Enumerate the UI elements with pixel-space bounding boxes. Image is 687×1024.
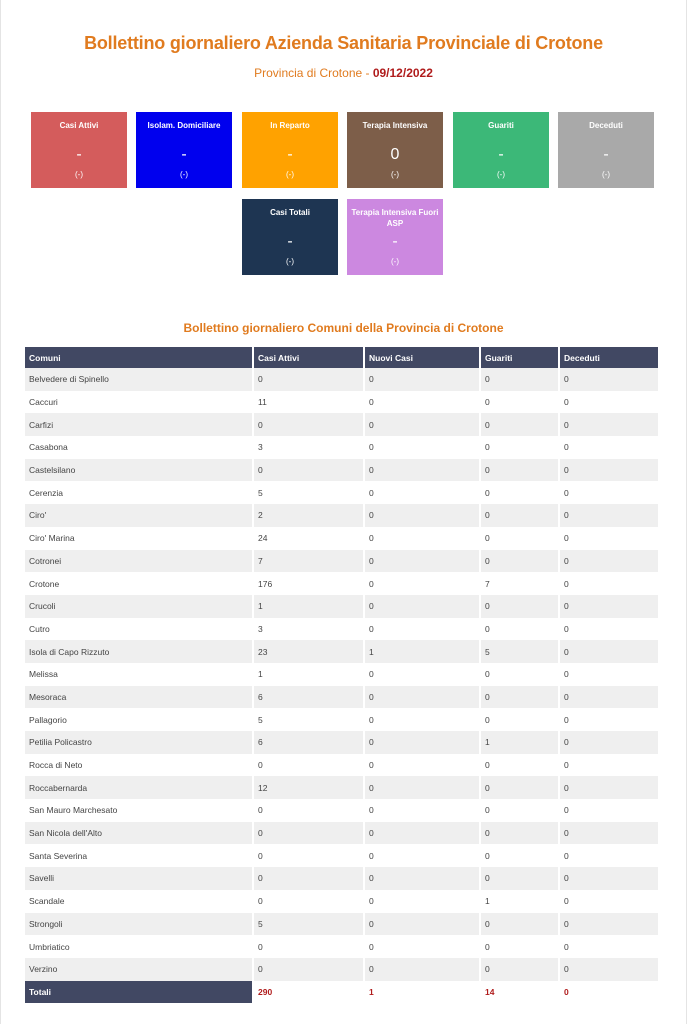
table-row xyxy=(25,436,658,459)
cell-comune: Belvedere di Spinello xyxy=(25,368,254,391)
cell-comune: Scandale xyxy=(25,890,254,913)
table-row xyxy=(25,844,658,867)
cell-comune: Caccuri xyxy=(25,391,254,414)
cell-guariti: 0 xyxy=(481,595,560,618)
card-label: Terapia Intensiva xyxy=(362,121,428,130)
table-title: Bollettino giornaliero Comuni della Provincia di Crotone xyxy=(183,321,504,335)
cell-guariti: 0 xyxy=(481,844,560,867)
column-header-deceduti: Deceduti xyxy=(560,347,658,368)
card-value: - xyxy=(181,146,187,163)
table-row xyxy=(25,754,658,777)
cell-casi-attivi: 0 xyxy=(254,822,365,845)
cell-nuovi-casi: 0 xyxy=(365,890,481,913)
cell-deceduti: 0 xyxy=(564,760,569,771)
table-row xyxy=(25,731,658,754)
cell-casi-attivi: 0 xyxy=(254,867,365,890)
cell-casi-attivi: 0 xyxy=(254,958,365,981)
cell-guariti: 0 xyxy=(481,436,560,459)
cell-nuovi-casi: 0 xyxy=(365,958,481,981)
cell-casi-attivi: 0 xyxy=(254,754,365,777)
cell-comune: Carfizi xyxy=(25,413,254,436)
totals-row xyxy=(25,981,658,1004)
cell-nuovi-casi: 0 xyxy=(365,708,481,731)
card-value: 0 xyxy=(390,146,400,163)
table-row xyxy=(25,640,658,663)
cell-comune: Ciro' xyxy=(25,504,254,527)
cell-comune: Roccabernarda xyxy=(25,776,254,799)
cell-casi-attivi: 0 xyxy=(254,844,365,867)
cell-deceduti: 0 xyxy=(560,958,658,981)
total-casi-attivi: 290 xyxy=(254,981,365,1004)
table-row xyxy=(25,822,658,845)
card-value: - xyxy=(76,146,82,163)
cell-nuovi-casi: 0 xyxy=(365,481,481,504)
cell-nuovi-casi: 0 xyxy=(365,413,481,436)
cell-guariti: 5 xyxy=(481,640,560,663)
card-label: Isolam. Domiciliare xyxy=(147,121,221,130)
table-row xyxy=(25,799,658,822)
cell-casi-attivi: 5 xyxy=(254,913,365,936)
cell-casi-attivi: 11 xyxy=(254,391,365,414)
table-row xyxy=(25,663,658,686)
bulletin-date: 09/12/2022 xyxy=(372,66,433,80)
cell-nuovi-casi: 0 xyxy=(365,459,481,482)
cell-deceduti: 0 xyxy=(564,578,569,589)
cell-nuovi-casi: 1 xyxy=(365,640,481,663)
totals-label: Totali xyxy=(25,981,254,1004)
cell-guariti: 1 xyxy=(481,890,560,913)
page-title: Bollettino giornaliero Azienda Sanitaria Provinciale di Crotone xyxy=(84,33,603,53)
cell-nuovi-casi: 0 xyxy=(365,935,481,958)
cell-casi-attivi: 2 xyxy=(254,504,365,527)
cell-nuovi-casi: 0 xyxy=(365,572,481,595)
cell-comune: Castelsilano xyxy=(25,459,254,482)
table-row xyxy=(25,527,658,550)
cell-comune: Petilia Policastro xyxy=(25,731,254,754)
table-row xyxy=(25,867,658,890)
cell-nuovi-casi: 0 xyxy=(365,595,481,618)
cell-deceduti: 0 xyxy=(560,459,658,482)
card-delta: (-) xyxy=(391,257,399,266)
cell-deceduti: 0 xyxy=(564,533,569,544)
cell-casi-attivi: 6 xyxy=(254,731,365,754)
cell-nuovi-casi: 0 xyxy=(365,913,481,936)
cell-deceduti: 0 xyxy=(560,822,658,845)
cell-guariti: 0 xyxy=(481,527,560,550)
cell-guariti: 0 xyxy=(481,935,560,958)
cell-comune: Ciro' Marina xyxy=(25,527,254,550)
cell-nuovi-casi: 0 xyxy=(365,663,481,686)
cell-casi-attivi: 0 xyxy=(254,368,365,391)
cell-casi-attivi: 7 xyxy=(254,550,365,573)
cell-guariti: 1 xyxy=(481,731,560,754)
total-guariti: 14 xyxy=(481,981,560,1004)
table-row xyxy=(25,572,658,595)
cell-casi-attivi: 5 xyxy=(254,708,365,731)
cell-guariti: 0 xyxy=(481,618,560,641)
table-row xyxy=(25,481,658,504)
cell-guariti: 0 xyxy=(481,754,560,777)
total-deceduti: 0 xyxy=(564,986,569,997)
cell-casi-attivi: 0 xyxy=(254,799,365,822)
cell-comune: Cutro xyxy=(25,618,254,641)
cell-guariti: 0 xyxy=(481,504,560,527)
cell-casi-attivi: 3 xyxy=(254,618,365,641)
cell-guariti: 0 xyxy=(481,481,560,504)
cell-guariti: 0 xyxy=(481,958,560,981)
cell-deceduti: 0 xyxy=(564,442,569,453)
card-value: - xyxy=(287,146,293,163)
card-delta: (-) xyxy=(602,170,610,179)
cell-guariti: 0 xyxy=(481,459,560,482)
table-row xyxy=(25,368,658,391)
cell-casi-attivi: 176 xyxy=(254,572,365,595)
card-label: In Reparto xyxy=(270,121,310,130)
card-value: - xyxy=(392,233,398,250)
cell-casi-attivi: 0 xyxy=(254,413,365,436)
cell-guariti: 0 xyxy=(481,913,560,936)
cell-comune: Crucoli xyxy=(25,595,254,618)
card-value: - xyxy=(287,233,293,250)
card-casi-attivi xyxy=(31,112,127,188)
cell-nuovi-casi: 0 xyxy=(365,618,481,641)
cell-nuovi-casi: 0 xyxy=(365,550,481,573)
cell-nuovi-casi: 0 xyxy=(365,686,481,709)
cell-guariti: 0 xyxy=(481,391,560,414)
cell-deceduti: 0 xyxy=(564,397,569,408)
table-row xyxy=(25,890,658,913)
cell-deceduti: 0 xyxy=(560,686,658,709)
card-delta: (-) xyxy=(391,170,399,179)
cell-deceduti: 0 xyxy=(564,623,569,634)
cell-nuovi-casi: 0 xyxy=(365,504,481,527)
cell-comune: Rocca di Neto xyxy=(25,754,254,777)
column-header-nuovi-casi: Nuovi Casi xyxy=(365,347,481,368)
cell-guariti: 0 xyxy=(481,867,560,890)
cell-deceduti: 0 xyxy=(560,595,658,618)
card-delta: (-) xyxy=(286,257,294,266)
cell-guariti: 0 xyxy=(481,822,560,845)
cell-guariti: 0 xyxy=(481,708,560,731)
table-row xyxy=(25,935,658,958)
cell-comune: Santa Severina xyxy=(25,844,254,867)
column-header-comuni: Comuni xyxy=(25,347,254,368)
cell-comune: Mesoraca xyxy=(25,686,254,709)
cell-nuovi-casi: 0 xyxy=(365,436,481,459)
cell-comune: Cotronei xyxy=(25,550,254,573)
cell-guariti: 0 xyxy=(481,550,560,573)
table-row xyxy=(25,618,658,641)
table-row xyxy=(25,708,658,731)
table-row xyxy=(25,595,658,618)
cell-deceduti: 0 xyxy=(564,896,569,907)
table-row xyxy=(25,958,658,981)
cell-deceduti: 0 xyxy=(564,805,569,816)
cell-deceduti: 0 xyxy=(560,776,658,799)
cell-nuovi-casi: 0 xyxy=(365,527,481,550)
card-delta: (-) xyxy=(75,170,83,179)
cell-guariti: 0 xyxy=(481,663,560,686)
cell-comune: Strongoli xyxy=(25,913,254,936)
cell-casi-attivi: 5 xyxy=(254,481,365,504)
cell-deceduti: 0 xyxy=(560,640,658,663)
column-header-casi-attivi: Casi Attivi xyxy=(254,347,365,368)
card-label: Terapia Intensiva Fuori ASP xyxy=(351,208,439,228)
cell-deceduti: 0 xyxy=(564,487,569,498)
card-guariti xyxy=(453,112,549,188)
card-value: - xyxy=(498,146,504,163)
cell-deceduti: 0 xyxy=(560,550,658,573)
cell-nuovi-casi: 0 xyxy=(365,391,481,414)
table-row xyxy=(25,459,658,482)
cell-comune: Verzino xyxy=(25,958,254,981)
table-header-row xyxy=(25,347,658,368)
cell-nuovi-casi: 0 xyxy=(365,844,481,867)
table-body xyxy=(25,368,658,981)
table-row xyxy=(25,550,658,573)
cell-deceduti: 0 xyxy=(564,850,569,861)
cell-deceduti: 0 xyxy=(560,913,658,936)
card-delta: (-) xyxy=(180,170,188,179)
cell-casi-attivi: 1 xyxy=(254,663,365,686)
cell-comune: Pallagorio xyxy=(25,708,254,731)
cell-nuovi-casi: 0 xyxy=(365,867,481,890)
cell-casi-attivi: 23 xyxy=(254,640,365,663)
cell-guariti: 7 xyxy=(481,572,560,595)
cell-nuovi-casi: 0 xyxy=(365,731,481,754)
cell-comune: San Mauro Marchesato xyxy=(25,799,254,822)
card-label: Casi Totali xyxy=(270,208,310,217)
card-isolam-domiciliare xyxy=(136,112,232,188)
cell-comune: Savelli xyxy=(25,867,254,890)
cell-nuovi-casi: 0 xyxy=(365,776,481,799)
left-border xyxy=(0,0,1,1024)
cell-comune: Isola di Capo Rizzuto xyxy=(25,640,254,663)
cell-deceduti: 0 xyxy=(560,413,658,436)
cell-casi-attivi: 0 xyxy=(254,890,365,913)
cell-comune: San Nicola dell'Alto xyxy=(25,822,254,845)
cell-casi-attivi: 0 xyxy=(254,459,365,482)
column-header-guariti: Guariti xyxy=(481,347,560,368)
cell-casi-attivi: 12 xyxy=(254,776,365,799)
card-value: - xyxy=(603,146,609,163)
table-row xyxy=(25,913,658,936)
cell-guariti: 0 xyxy=(481,413,560,436)
card-label: Deceduti xyxy=(589,121,623,130)
table-row xyxy=(25,686,658,709)
cell-guariti: 0 xyxy=(481,776,560,799)
cell-casi-attivi: 6 xyxy=(254,686,365,709)
cell-nuovi-casi: 0 xyxy=(365,822,481,845)
cell-casi-attivi: 24 xyxy=(254,527,365,550)
table-row xyxy=(25,504,658,527)
cell-comune: Casabona xyxy=(25,436,254,459)
page-subtitle xyxy=(0,66,687,80)
card-in-reparto xyxy=(242,112,338,188)
card-casi-totali xyxy=(242,199,338,275)
cell-deceduti: 0 xyxy=(560,368,658,391)
table-row xyxy=(25,413,658,436)
subtitle-province: Provincia di Crotone - xyxy=(254,66,373,80)
cell-comune: Umbriatico xyxy=(25,935,254,958)
cell-nuovi-casi: 0 xyxy=(365,368,481,391)
cell-guariti: 0 xyxy=(481,368,560,391)
cell-deceduti: 0 xyxy=(560,731,658,754)
cell-deceduti: 0 xyxy=(564,669,569,680)
table-row xyxy=(25,776,658,799)
cell-casi-attivi: 3 xyxy=(254,436,365,459)
cell-casi-attivi: 0 xyxy=(254,935,365,958)
cell-casi-attivi: 1 xyxy=(254,595,365,618)
card-label: Guariti xyxy=(488,121,514,130)
card-deceduti xyxy=(558,112,654,188)
cell-guariti: 0 xyxy=(481,799,560,822)
cell-deceduti: 0 xyxy=(564,941,569,952)
comuni-table xyxy=(25,347,658,1003)
table-row xyxy=(25,391,658,414)
cell-nuovi-casi: 0 xyxy=(365,754,481,777)
total-nuovi-casi: 1 xyxy=(365,981,481,1004)
cell-comune: Melissa xyxy=(25,663,254,686)
cell-deceduti: 0 xyxy=(564,714,569,725)
card-terapia-intensiva-fuori-asp xyxy=(347,199,443,275)
cell-deceduti: 0 xyxy=(560,504,658,527)
card-delta: (-) xyxy=(497,170,505,179)
cell-comune: Cerenzia xyxy=(25,481,254,504)
card-delta: (-) xyxy=(286,170,294,179)
cell-comune: Crotone xyxy=(25,572,254,595)
cell-guariti: 0 xyxy=(481,686,560,709)
cell-deceduti: 0 xyxy=(560,867,658,890)
card-terapia-intensiva xyxy=(347,112,443,188)
cell-nuovi-casi: 0 xyxy=(365,799,481,822)
card-label: Casi Attivi xyxy=(59,121,99,130)
